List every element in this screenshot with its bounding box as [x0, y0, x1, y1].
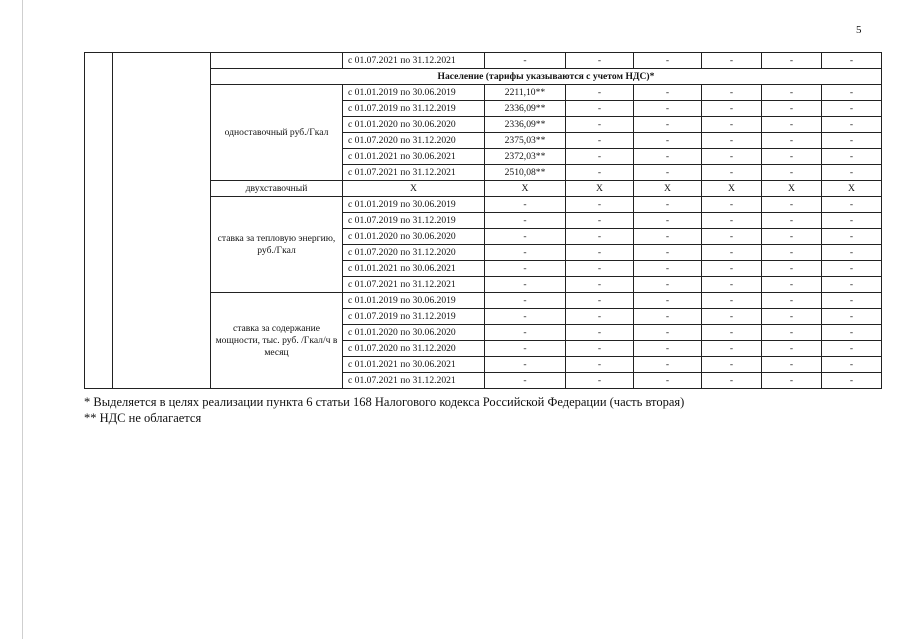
value-cell: X — [822, 181, 882, 197]
organization-column-cell — [113, 53, 211, 389]
value-cell: - — [762, 309, 822, 325]
value-cell: - — [762, 117, 822, 133]
value-cell: - — [566, 357, 634, 373]
value-cell: - — [702, 245, 762, 261]
value-cell: - — [702, 213, 762, 229]
value-cell: - — [822, 309, 882, 325]
value-cell: - — [566, 309, 634, 325]
period-cell: с 01.07.2021 по 31.12.2021 — [343, 373, 485, 389]
period-cell: с 01.07.2020 по 31.12.2020 — [343, 133, 485, 149]
value-cell: - — [634, 357, 702, 373]
value-cell: - — [634, 293, 702, 309]
value-cell: 2211,10** — [485, 85, 566, 101]
section-header: Население (тарифы указываются с учетом НДС)* — [211, 69, 882, 85]
period-cell: с 01.01.2019 по 30.06.2019 — [343, 197, 485, 213]
value-cell: - — [634, 117, 702, 133]
value-cell: - — [566, 149, 634, 165]
value-cell: - — [566, 53, 634, 69]
value-cell: - — [702, 165, 762, 181]
value-cell: - — [702, 149, 762, 165]
value-cell: - — [702, 197, 762, 213]
value-cell: - — [566, 101, 634, 117]
period-cell: с 01.01.2021 по 30.06.2021 — [343, 261, 485, 277]
value-cell: - — [485, 197, 566, 213]
value-cell: - — [485, 357, 566, 373]
value-cell: - — [566, 261, 634, 277]
value-cell: - — [566, 197, 634, 213]
value-cell: - — [485, 341, 566, 357]
capacity-rate-label: ставка за содержание мощности, тыс. руб. /Гкал/ч в месяц — [211, 293, 343, 389]
value-cell: - — [762, 357, 822, 373]
value-cell: - — [702, 373, 762, 389]
value-cell: X — [485, 181, 566, 197]
value-cell: 2510,08** — [485, 165, 566, 181]
value-cell: - — [566, 229, 634, 245]
value-cell: - — [762, 213, 822, 229]
value-cell: - — [822, 277, 882, 293]
table-row — [85, 53, 882, 69]
period-cell: с 01.01.2019 по 30.06.2019 — [343, 293, 485, 309]
value-cell: - — [634, 245, 702, 261]
value-cell: - — [762, 149, 822, 165]
value-cell: - — [762, 261, 822, 277]
value-cell: - — [566, 293, 634, 309]
period-cell: с 01.01.2020 по 30.06.2020 — [343, 325, 485, 341]
value-cell: - — [762, 373, 822, 389]
value-cell: 2375,03** — [485, 133, 566, 149]
value-cell: - — [702, 261, 762, 277]
value-cell: - — [762, 165, 822, 181]
value-cell: - — [485, 293, 566, 309]
value-cell: - — [485, 373, 566, 389]
value-cell: - — [702, 229, 762, 245]
value-cell: - — [702, 357, 762, 373]
value-cell: - — [634, 325, 702, 341]
value-cell: - — [822, 133, 882, 149]
value-cell: - — [822, 373, 882, 389]
value-cell: - — [762, 229, 822, 245]
value-cell: - — [822, 341, 882, 357]
value-cell: - — [566, 373, 634, 389]
value-cell: - — [634, 53, 702, 69]
value-cell: - — [702, 325, 762, 341]
value-cell: X — [634, 181, 702, 197]
value-cell: - — [485, 277, 566, 293]
value-cell: - — [634, 133, 702, 149]
footnote-vat-exempt: ** НДС не облагается — [84, 411, 202, 425]
value-cell: - — [566, 117, 634, 133]
value-cell: - — [702, 85, 762, 101]
period-cell: с 01.07.2020 по 31.12.2020 — [343, 341, 485, 357]
value-cell: - — [702, 117, 762, 133]
value-cell: - — [762, 133, 822, 149]
value-cell: 2372,03** — [485, 149, 566, 165]
value-cell: - — [822, 213, 882, 229]
period-cell: с 01.07.2019 по 31.12.2019 — [343, 101, 485, 117]
page-margin-rule — [22, 0, 23, 639]
footnote-vat-allocated: * Выделяется в целях реализации пункта 6 статьи 168 Налогового кодекса Российской Федерации (часть вторая) — [84, 395, 685, 409]
value-cell: - — [702, 101, 762, 117]
period-cell: с 01.01.2020 по 30.06.2020 — [343, 117, 485, 133]
value-cell: X — [343, 181, 485, 197]
value-cell: - — [822, 357, 882, 373]
value-cell: - — [634, 101, 702, 117]
value-cell: - — [485, 325, 566, 341]
value-cell: - — [702, 309, 762, 325]
value-cell: - — [762, 53, 822, 69]
value-cell: - — [762, 341, 822, 357]
value-cell: - — [566, 245, 634, 261]
value-cell: - — [702, 53, 762, 69]
value-cell: - — [822, 101, 882, 117]
value-cell: - — [634, 165, 702, 181]
value-cell: - — [634, 85, 702, 101]
value-cell: - — [634, 309, 702, 325]
value-cell: - — [566, 85, 634, 101]
value-cell: - — [485, 245, 566, 261]
value-cell: - — [566, 213, 634, 229]
value-cell: - — [822, 197, 882, 213]
tariff-table — [84, 52, 882, 389]
period-cell: с 01.07.2019 по 31.12.2019 — [343, 213, 485, 229]
index-column-cell — [85, 53, 113, 389]
page-number: 5 — [856, 24, 862, 36]
category-cell — [211, 53, 343, 69]
value-cell: - — [634, 149, 702, 165]
period-cell: с 01.07.2019 по 31.12.2019 — [343, 309, 485, 325]
period-cell: с 01.07.2021 по 31.12.2021 — [343, 165, 485, 181]
value-cell: - — [822, 149, 882, 165]
value-cell: - — [634, 341, 702, 357]
value-cell: - — [634, 373, 702, 389]
value-cell: - — [566, 325, 634, 341]
value-cell: - — [634, 197, 702, 213]
value-cell: - — [702, 293, 762, 309]
value-cell: X — [762, 181, 822, 197]
value-cell: - — [702, 341, 762, 357]
period-cell: с 01.07.2021 по 31.12.2021 — [343, 277, 485, 293]
value-cell: - — [822, 325, 882, 341]
value-cell: - — [566, 133, 634, 149]
period-cell: с 01.01.2021 по 30.06.2021 — [343, 357, 485, 373]
heat-rate-label: ставка за тепловую энергию, руб./Гкал — [211, 197, 343, 293]
value-cell: - — [822, 117, 882, 133]
period-cell: с 01.07.2021 по 31.12.2021 — [343, 53, 485, 69]
single-rate-label: одноставочный руб./Гкал — [211, 85, 343, 181]
value-cell: - — [566, 341, 634, 357]
value-cell: - — [566, 277, 634, 293]
footnotes — [84, 394, 684, 426]
value-cell: 2336,09** — [485, 117, 566, 133]
value-cell: - — [485, 213, 566, 229]
period-cell: с 01.07.2020 по 31.12.2020 — [343, 245, 485, 261]
period-cell: с 01.01.2019 по 30.06.2019 — [343, 85, 485, 101]
value-cell: X — [566, 181, 634, 197]
value-cell: - — [702, 277, 762, 293]
period-cell: с 01.01.2020 по 30.06.2020 — [343, 229, 485, 245]
period-cell: с 01.01.2021 по 30.06.2021 — [343, 149, 485, 165]
value-cell: - — [822, 53, 882, 69]
value-cell: X — [702, 181, 762, 197]
value-cell: - — [485, 261, 566, 277]
value-cell: - — [762, 245, 822, 261]
value-cell: - — [485, 53, 566, 69]
value-cell: - — [634, 229, 702, 245]
value-cell: - — [634, 213, 702, 229]
value-cell: - — [822, 85, 882, 101]
value-cell: - — [822, 261, 882, 277]
value-cell: - — [762, 277, 822, 293]
value-cell: - — [762, 325, 822, 341]
two-rate-label: двухставочный — [211, 181, 343, 197]
value-cell: - — [702, 133, 762, 149]
value-cell: - — [762, 101, 822, 117]
value-cell: - — [822, 245, 882, 261]
value-cell: - — [762, 197, 822, 213]
value-cell: - — [634, 261, 702, 277]
value-cell: - — [822, 293, 882, 309]
value-cell: - — [566, 165, 634, 181]
value-cell: - — [485, 229, 566, 245]
value-cell: - — [762, 85, 822, 101]
value-cell: 2336,09** — [485, 101, 566, 117]
value-cell: - — [634, 277, 702, 293]
value-cell: - — [822, 229, 882, 245]
value-cell: - — [485, 309, 566, 325]
value-cell: - — [762, 293, 822, 309]
value-cell: - — [822, 165, 882, 181]
